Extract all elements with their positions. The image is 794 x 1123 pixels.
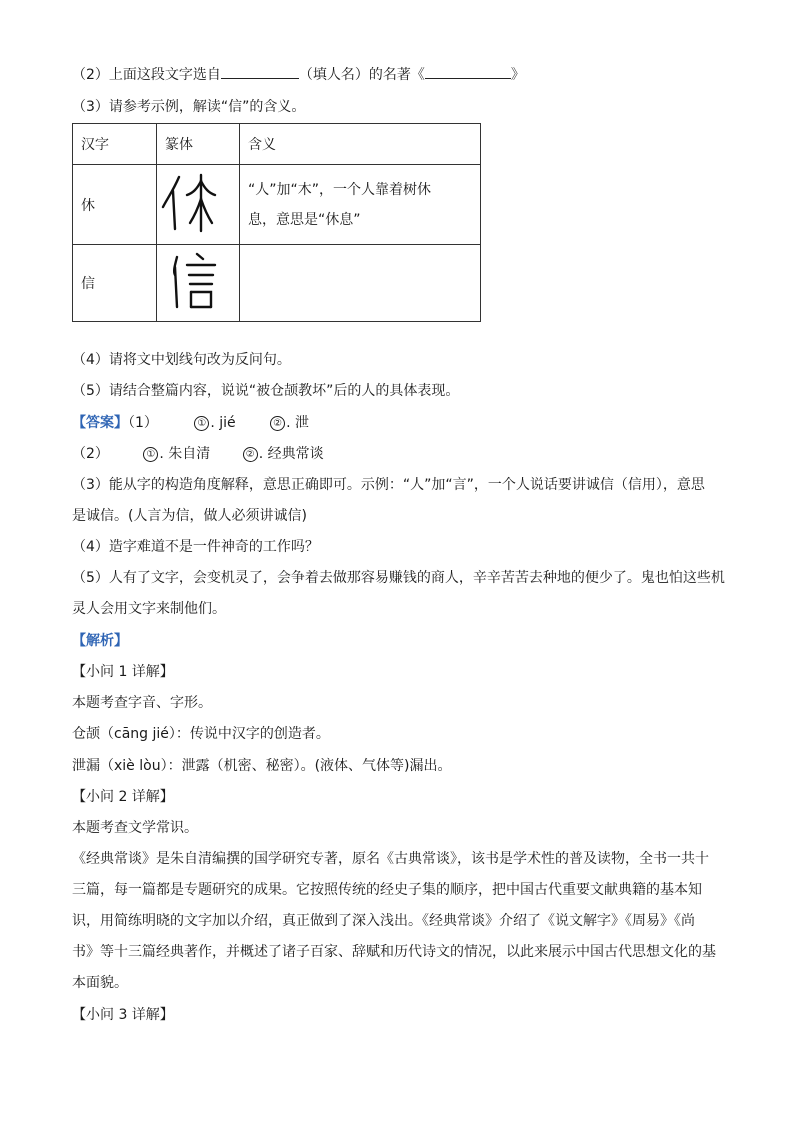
analysis-tag: 【解析】 — [72, 633, 128, 649]
answer-tag: 【答案】 — [72, 415, 128, 431]
answer-4: （4）造字难道不是一件神奇的工作吗？ — [72, 539, 319, 555]
analysis-text: 本题考查字音、字形。 — [72, 695, 212, 711]
sub-question-2-title: 【小问 2 详解】 — [72, 789, 174, 805]
header-hanzi: 汉字 — [73, 124, 157, 165]
table-row — [73, 165, 481, 245]
header-zhuanti: 篆体 — [157, 124, 240, 165]
seal-xin-icon — [157, 245, 239, 317]
analysis-paragraph-line: 本面貌。 — [72, 975, 128, 991]
blank-book — [425, 64, 511, 79]
header-meaning: 含义 — [240, 124, 481, 165]
question-2: （2）上面这段文字选自 （填人名）的名著《 》 — [72, 64, 525, 85]
answer-1: 【答案】（1） ① . jié ② . 泄 — [72, 415, 310, 431]
question-4: （4）请将文中划线句改为反问句。 — [72, 352, 291, 368]
analysis-paragraph-line: 三篇，每一篇都是专题研究的成果。它按照传统的经史子集的顺序，把中国古代重要文献典籍的基本知 — [72, 882, 702, 898]
answer-5-line-2: 灵人会用文字来制他们。 — [72, 601, 226, 617]
analysis-text: 仓颉（cāng jié）：传说中汉字的创造者。 — [72, 726, 330, 742]
question-5: （5）请结合整篇内容，说说“被仓颉教坏”后的人的具体表现。 — [72, 383, 460, 399]
answer-3-line-2: 是诚信。(人言为信，做人必须讲诚信) — [72, 508, 307, 524]
blank-author — [221, 64, 299, 79]
row-char: 休 — [73, 165, 157, 245]
row-meaning: “人”加“木”，一个人靠着树休 息，意思是“休息” — [240, 165, 481, 245]
seal-xiu-icon — [157, 165, 239, 240]
table-row — [73, 245, 481, 322]
answer-2: （2） ① . 朱自清 ② . 经典常谈 — [72, 446, 324, 462]
analysis-paragraph-line: 识，用简练明晓的文字加以介绍，真正做到了深入浅出。《经典常谈》介绍了《说文解字》《周易》《尚 — [72, 913, 695, 929]
answer-3-line-1: （3）能从字的构造角度解释，意思正确即可。示例：“人”加“言”，一个人说话要讲诚信（信用），意思 — [72, 477, 705, 493]
sub-question-1-title: 【小问 1 详解】 — [72, 664, 174, 680]
table-header-row — [73, 124, 481, 165]
hanzi-table — [72, 123, 481, 322]
row-meaning — [240, 245, 481, 322]
seal-script-xiu-image — [157, 165, 240, 245]
analysis-paragraph-line: 《经典常谈》是朱自清编撰的国学研究专著，原名《古典常谈》，该书是学术性的普及读物，全书一共十 — [72, 851, 709, 867]
analysis-text: 本题考查文学常识。 — [72, 820, 198, 836]
row-char: 信 — [73, 245, 157, 322]
seal-script-xin-image — [157, 245, 240, 322]
analysis-paragraph-line: 书》等十三篇经典著作，并概述了诸子百家、辞赋和历代诗文的情况，以此来展示中国古代思想文化的基 — [72, 944, 716, 960]
answer-5-line-1: （5）人有了文字，会变机灵了，会争着去做那容易赚钱的商人，辛辛苦苦去种地的便少了。鬼也怕这些机 — [72, 570, 725, 586]
question-3: （3）请参考示例，解读“信”的含义。 — [72, 99, 306, 115]
analysis-text: 泄漏（xiè lòu）：泄露（机密、秘密）。(液体、气体等)漏出。 — [72, 758, 452, 774]
sub-question-3-title: 【小问 3 详解】 — [72, 1007, 174, 1023]
